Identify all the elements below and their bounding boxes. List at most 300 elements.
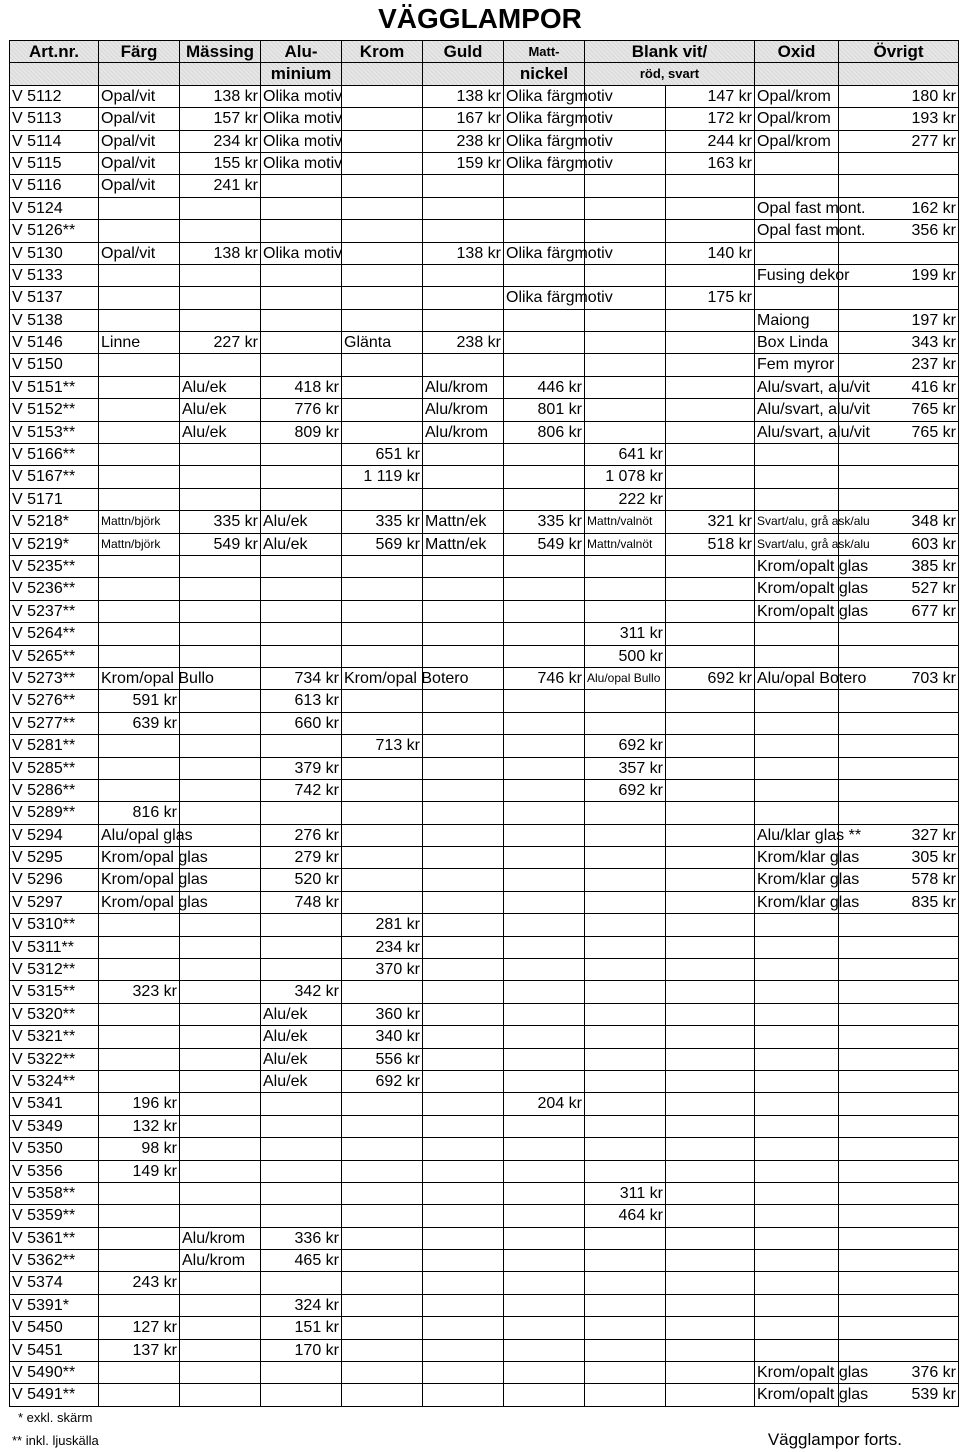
table-cell: 692 kr [342,1071,423,1093]
table-cell [423,1183,504,1205]
table-cell [423,690,504,712]
table-cell [180,466,261,488]
table-cell [423,1161,504,1183]
article-number: V 5265** [10,646,99,668]
table-cell [423,646,504,668]
table-cell [180,780,261,802]
table-cell [585,959,666,981]
table-cell: 765 kr [839,422,959,444]
table-cell [180,713,261,735]
table-cell: 464 kr [585,1205,666,1227]
table-cell [504,1228,585,1250]
table-cell [99,287,180,309]
table-cell [342,690,423,712]
article-number: V 5362** [10,1250,99,1272]
table-cell [99,578,180,600]
table-cell [585,422,666,444]
table-cell: 238 kr [423,131,504,153]
table-cell: 140 kr [666,243,755,265]
table-cell [99,422,180,444]
article-number: V 5152** [10,399,99,421]
table-cell: Alu/krom [180,1228,261,1250]
table-cell [666,1228,755,1250]
table-cell: 241 kr [180,175,261,197]
table-cell [99,354,180,376]
table-cell [99,198,180,220]
table-cell [504,310,585,332]
table-cell: 199 kr [839,265,959,287]
table-cell [666,175,755,197]
table-cell [180,1183,261,1205]
table-cell [180,489,261,511]
table-cell: 237 kr [839,354,959,376]
table-cell [423,1116,504,1138]
table-cell: 127 kr [99,1317,180,1339]
table-cell [839,780,959,802]
table-cell [504,1362,585,1384]
table-cell: 137 kr [99,1340,180,1362]
table-cell [755,466,839,488]
table-cell [423,758,504,780]
article-number: V 5235** [10,556,99,578]
table-cell [180,1362,261,1384]
table-cell [342,1340,423,1362]
table-cell: Krom/opal glas [99,892,180,914]
table-cell [180,646,261,668]
table-cell [180,981,261,1003]
table-cell [666,623,755,645]
table-cell [342,377,423,399]
table-cell [342,422,423,444]
table-cell [99,265,180,287]
table-cell [666,1071,755,1093]
table-cell: 660 kr [261,713,342,735]
table-cell [504,265,585,287]
table-cell [342,287,423,309]
table-cell [99,1295,180,1317]
table-cell [423,869,504,891]
table-cell [585,578,666,600]
article-number: V 5289** [10,802,99,824]
table-cell [180,690,261,712]
table-cell: Mattn/ek [423,534,504,556]
article-number: V 5374 [10,1272,99,1294]
table-cell [342,86,423,108]
table-cell [423,354,504,376]
table-cell [755,1026,839,1048]
table-cell: 151 kr [261,1317,342,1339]
table-cell [423,310,504,332]
table-cell [261,1116,342,1138]
table-cell [585,1071,666,1093]
table-cell: 167 kr [423,108,504,130]
table-cell [180,1295,261,1317]
table-cell [585,1138,666,1160]
table-cell [755,914,839,936]
table-cell: 324 kr [261,1295,342,1317]
table-cell [839,713,959,735]
table-cell: 639 kr [99,713,180,735]
table-cell [342,601,423,623]
table-cell [261,1205,342,1227]
table-cell [261,735,342,757]
table-cell: 385 kr [839,556,959,578]
article-number: V 5491** [10,1384,99,1406]
table-cell [180,198,261,220]
table-cell [423,802,504,824]
table-cell: Mattn/björk [99,534,180,556]
table-cell [180,1049,261,1071]
table-cell [342,265,423,287]
table-cell: Krom/opalt glas [755,556,839,578]
table-cell [585,981,666,1003]
table-cell [666,422,755,444]
table-cell: Svart/alu, grå ask/alu [755,534,839,556]
table-cell: 692 kr [585,735,666,757]
table-cell [504,802,585,824]
table-cell: 138 kr [423,86,504,108]
table-cell [180,1317,261,1339]
table-cell [839,1205,959,1227]
table-cell [585,1362,666,1384]
table-cell [261,1384,342,1406]
table-cell: Opal/vit [99,175,180,197]
article-number: V 5321** [10,1026,99,1048]
table-cell [99,466,180,488]
table-cell [585,1049,666,1071]
table-cell [666,265,755,287]
article-number: V 5341 [10,1093,99,1115]
table-cell [99,1049,180,1071]
table-cell [755,1161,839,1183]
table-cell: 613 kr [261,690,342,712]
table-cell [755,1183,839,1205]
table-cell [423,1250,504,1272]
article-number: V 5219* [10,534,99,556]
table-cell: 641 kr [585,444,666,466]
table-cell [839,175,959,197]
article-number: V 5237** [10,601,99,623]
table-cell [585,847,666,869]
table-cell [666,937,755,959]
table-cell [585,1026,666,1048]
table-cell [666,1026,755,1048]
table-cell: 357 kr [585,758,666,780]
table-cell [180,220,261,242]
table-cell [585,1093,666,1115]
table-cell [755,1049,839,1071]
table-cell [342,310,423,332]
table-cell [423,981,504,1003]
table-cell: Opal/vit [99,131,180,153]
table-cell: 138 kr [180,243,261,265]
table-cell [342,108,423,130]
table-cell [261,802,342,824]
table-cell: Krom/opalt glas [755,578,839,600]
article-number: V 5312** [10,959,99,981]
table-cell: 336 kr [261,1228,342,1250]
table-cell [180,1205,261,1227]
table-cell: Opal/vit [99,86,180,108]
table-cell [99,1183,180,1205]
table-cell [755,1250,839,1272]
article-number: V 5315** [10,981,99,1003]
table-cell [342,869,423,891]
table-cell [666,825,755,847]
table-cell: Alu/krom [423,377,504,399]
table-cell [342,399,423,421]
table-cell [839,153,959,175]
header-bottom-9 [839,63,959,85]
table-cell [342,354,423,376]
table-cell [261,1138,342,1160]
table-cell: 356 kr [839,220,959,242]
article-number: V 5146 [10,332,99,354]
table-cell: 138 kr [180,86,261,108]
table-cell [839,1049,959,1071]
table-cell: Olika färgmotiv [504,153,585,175]
table-cell: 465 kr [261,1250,342,1272]
table-cell: 776 kr [261,399,342,421]
table-cell [666,310,755,332]
table-cell [666,646,755,668]
article-number: V 5236** [10,578,99,600]
table-cell: 279 kr [261,847,342,869]
table-cell [342,220,423,242]
table-cell [99,646,180,668]
table-cell [839,1093,959,1115]
header-bottom-2 [180,63,261,85]
article-number: V 5150 [10,354,99,376]
table-cell [504,578,585,600]
table-cell [180,937,261,959]
table-cell: Olika färgmotiv [504,108,585,130]
table-cell [261,354,342,376]
article-number: V 5295 [10,847,99,869]
page-title: VÄGGLAMPOR [378,3,582,34]
table-cell [342,780,423,802]
table-cell [504,220,585,242]
table-cell [666,981,755,1003]
table-cell: 335 kr [342,511,423,533]
table-cell [180,444,261,466]
table-cell [839,1250,959,1272]
table-cell [755,981,839,1003]
table-cell [755,175,839,197]
table-cell [423,198,504,220]
table-cell [755,1004,839,1026]
table-cell [666,1295,755,1317]
table-cell: 155 kr [180,153,261,175]
article-number: V 5361** [10,1228,99,1250]
table-cell [423,1205,504,1227]
table-cell [261,623,342,645]
table-cell [99,220,180,242]
table-cell: 98 kr [99,1138,180,1160]
table-cell [755,153,839,175]
table-cell [666,802,755,824]
table-cell: 677 kr [839,601,959,623]
table-cell [755,646,839,668]
table-cell [423,265,504,287]
table-cell [585,354,666,376]
article-number: V 5320** [10,1004,99,1026]
table-cell [99,444,180,466]
table-cell [423,1272,504,1294]
table-cell [423,489,504,511]
table-cell [342,1250,423,1272]
table-cell: Alu/opal glas [99,825,180,847]
header-top-3: Alu- [261,41,342,63]
table-cell [839,1026,959,1048]
table-cell [423,1362,504,1384]
table-cell: Opal/krom [755,86,839,108]
article-number: V 5296 [10,869,99,891]
table-cell [180,1004,261,1026]
table-cell: Olika motiv [261,243,342,265]
table-cell [755,1116,839,1138]
table-cell: 809 kr [261,422,342,444]
table-cell: 376 kr [839,1362,959,1384]
table-cell: 138 kr [423,243,504,265]
header-top-1: Färg [99,41,180,63]
table-cell [504,1340,585,1362]
table-cell [666,892,755,914]
table-cell: 348 kr [839,511,959,533]
table-cell [342,1317,423,1339]
table-cell [585,1228,666,1250]
table-cell [666,1272,755,1294]
table-cell [180,1340,261,1362]
table-cell: Alu/klar glas ** [755,825,839,847]
table-cell [504,466,585,488]
table-cell [261,1161,342,1183]
table-cell [342,153,423,175]
table-cell [99,1384,180,1406]
table-cell: 835 kr [839,892,959,914]
table-cell [585,310,666,332]
table-cell [504,1183,585,1205]
table-cell: Opal/krom [755,108,839,130]
table-cell: Krom/opalt glas [755,1362,839,1384]
table-cell [99,959,180,981]
table-cell [99,1250,180,1272]
table-cell [666,1138,755,1160]
table-cell [342,489,423,511]
article-number: V 5359** [10,1205,99,1227]
table-cell [585,265,666,287]
article-number: V 5138 [10,310,99,332]
table-cell [666,1049,755,1071]
table-cell [839,287,959,309]
header-bottom-0 [10,63,99,85]
table-cell: Box Linda [755,332,839,354]
table-cell [666,1317,755,1339]
table-cell [99,556,180,578]
table-cell [504,1004,585,1026]
table-cell [585,690,666,712]
table-cell [99,735,180,757]
table-cell [585,1317,666,1339]
table-cell [755,489,839,511]
table-cell [180,1093,261,1115]
table-cell: Alu/krom [423,399,504,421]
table-cell [423,1071,504,1093]
table-cell [755,690,839,712]
table-cell [99,601,180,623]
table-cell [180,735,261,757]
table-cell: 556 kr [342,1049,423,1071]
table-cell [666,556,755,578]
table-cell [755,444,839,466]
table-cell: 692 kr [666,668,755,690]
table-cell [261,914,342,936]
table-cell [342,646,423,668]
table-cell [180,556,261,578]
table-cell: 149 kr [99,1161,180,1183]
table-cell [504,1049,585,1071]
table-cell [99,1205,180,1227]
table-cell: 311 kr [585,1183,666,1205]
article-number: V 5126** [10,220,99,242]
table-cell: Olika färgmotiv [504,287,585,309]
article-number: V 5113 [10,108,99,130]
table-cell: 806 kr [504,422,585,444]
table-cell: 765 kr [839,399,959,421]
header-top-5: Guld [423,41,504,63]
table-cell: Opal fast mont. [755,220,839,242]
table-cell [666,578,755,600]
table-cell: 340 kr [342,1026,423,1048]
table-cell [180,354,261,376]
table-cell [839,1071,959,1093]
table-cell [839,1317,959,1339]
table-cell [180,959,261,981]
table-cell: 162 kr [839,198,959,220]
article-number: V 5349 [10,1116,99,1138]
table-cell [342,1138,423,1160]
table-cell [180,1026,261,1048]
table-cell [585,869,666,891]
table-cell [666,914,755,936]
table-cell [504,892,585,914]
table-cell [839,466,959,488]
table-cell [99,377,180,399]
table-cell: Krom/klar glas [755,892,839,914]
table-cell [585,1250,666,1272]
article-number: V 5124 [10,198,99,220]
table-cell [342,1183,423,1205]
table-cell [666,1384,755,1406]
article-number: V 5450 [10,1317,99,1339]
table-cell [261,646,342,668]
table-cell [585,399,666,421]
table-cell [755,1138,839,1160]
table-cell [342,758,423,780]
table-cell [666,601,755,623]
table-cell [666,780,755,802]
table-cell [755,623,839,645]
table-cell [839,1183,959,1205]
table-cell [504,869,585,891]
table-cell [423,220,504,242]
table-cell [504,175,585,197]
header-top-8: Oxid [755,41,839,63]
table-cell: 222 kr [585,489,666,511]
table-cell: Krom/opal Bullo [99,668,180,690]
table-cell [261,332,342,354]
table-cell [585,825,666,847]
